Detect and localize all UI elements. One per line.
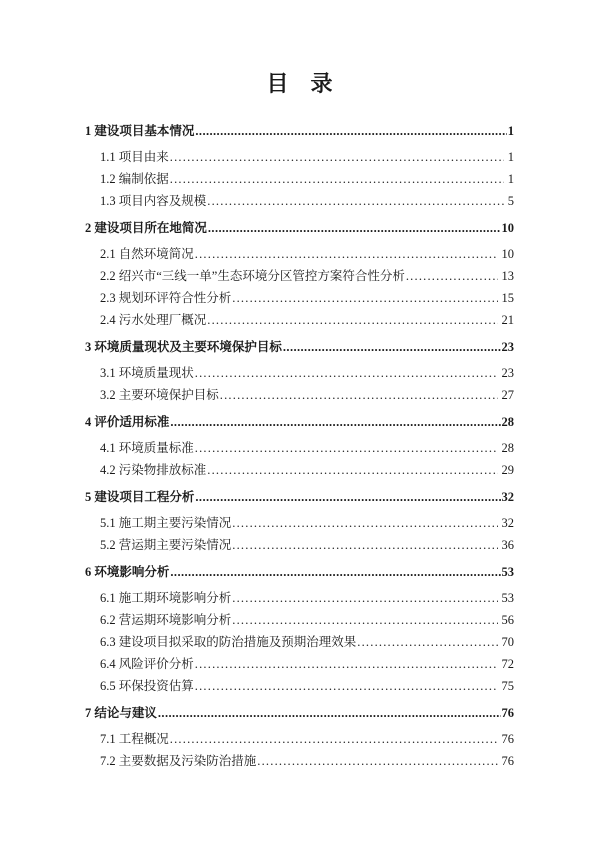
item-label: 7.1 工程概况 <box>100 732 169 746</box>
toc-item-entry <box>85 190 514 212</box>
dot-leader <box>195 243 498 265</box>
toc-list <box>85 120 514 772</box>
toc-chapter-entry <box>85 120 514 142</box>
dot-leader <box>158 702 501 724</box>
toc-item-entry <box>85 384 514 406</box>
dot-leader <box>195 653 498 675</box>
dot-leader <box>232 512 497 534</box>
item-label: 3.2 主要环境保护目标 <box>100 388 219 402</box>
item-label: 3.1 环境质量现状 <box>100 366 194 380</box>
item-label: 6.2 营运期环境影响分析 <box>100 613 232 627</box>
dot-leader <box>170 168 504 190</box>
dot-leader <box>170 411 500 433</box>
item-page-number: 28 <box>501 441 514 455</box>
toc-item-entry <box>85 309 514 331</box>
item-page-number: 29 <box>501 463 514 477</box>
item-page-number: 56 <box>501 613 514 627</box>
item-label: 2.1 自然环境简况 <box>100 247 194 261</box>
dot-leader <box>406 265 498 287</box>
toc-item-entry <box>85 609 514 631</box>
toc-item-entry <box>85 534 514 556</box>
toc-item-entry <box>85 146 514 168</box>
dot-leader <box>170 728 498 750</box>
item-page-number: 1 <box>507 172 514 186</box>
item-label: 7.2 主要数据及污染防治措施 <box>100 754 257 768</box>
page-title: 目 录 <box>266 71 333 96</box>
item-label: 2.2 绍兴市“三线一单”生态环境分区管控方案符合性分析 <box>100 269 405 283</box>
toc-item-entry <box>85 631 514 653</box>
toc-chapter-entry <box>85 217 514 239</box>
toc-item-entry <box>85 459 514 481</box>
dot-leader <box>232 587 497 609</box>
item-page-number: 15 <box>501 291 514 305</box>
item-page-number: 13 <box>501 269 514 283</box>
item-label: 1.2 编制依据 <box>100 172 169 186</box>
toc-item-entry <box>85 265 514 287</box>
toc-item-entry <box>85 512 514 534</box>
item-label: 5.2 营运期主要污染情况 <box>100 538 232 552</box>
item-page-number: 27 <box>501 388 514 402</box>
item-label: 2.3 规划环评符合性分析 <box>100 291 232 305</box>
toc-item-entry <box>85 750 514 772</box>
dot-leader <box>232 534 497 556</box>
toc-chapter-entry <box>85 336 514 358</box>
item-label: 2.4 污水处理厂概况 <box>100 313 207 327</box>
item-label: 5.1 施工期主要污染情况 <box>100 516 232 530</box>
toc-chapter-entry <box>85 561 514 583</box>
item-label: 6.1 施工期环境影响分析 <box>100 591 232 605</box>
item-label: 1.1 项目由来 <box>100 150 169 164</box>
dot-leader <box>207 459 497 481</box>
dot-leader <box>207 309 497 331</box>
chapter-label: 2 建设项目所在地简况 <box>85 221 207 235</box>
toc-item-entry <box>85 587 514 609</box>
item-page-number: 53 <box>501 591 514 605</box>
dot-leader <box>195 486 500 508</box>
toc-chapter-entry <box>85 411 514 433</box>
item-page-number: 36 <box>501 538 514 552</box>
dot-leader <box>195 437 498 459</box>
item-page-number: 21 <box>501 313 514 327</box>
chapter-label: 3 环境质量现状及主要环境保护目标 <box>85 340 282 354</box>
item-page-number: 10 <box>501 247 514 261</box>
chapter-page-number: 1 <box>507 124 514 138</box>
chapter-label: 6 环境影响分析 <box>85 565 170 579</box>
item-label: 6.5 环保投资估算 <box>100 679 194 693</box>
dot-leader <box>195 362 498 384</box>
toc-item-entry <box>85 243 514 265</box>
toc-item-entry <box>85 168 514 190</box>
dot-leader <box>283 336 501 358</box>
chapter-page-number: 10 <box>501 221 514 235</box>
toc-item-entry <box>85 675 514 697</box>
item-page-number: 32 <box>501 516 514 530</box>
dot-leader <box>220 384 498 406</box>
chapter-page-number: 23 <box>501 340 514 354</box>
dot-leader <box>357 631 497 653</box>
chapter-label: 1 建设项目基本情况 <box>85 124 195 138</box>
item-page-number: 23 <box>501 366 514 380</box>
item-page-number: 5 <box>507 194 514 208</box>
chapter-page-number: 76 <box>501 706 514 720</box>
toc-item-entry <box>85 653 514 675</box>
chapter-label: 4 评价适用标准 <box>85 415 170 429</box>
item-page-number: 76 <box>501 732 514 746</box>
chapter-page-number: 28 <box>501 415 514 429</box>
dot-leader <box>195 675 498 697</box>
chapter-label: 7 结论与建议 <box>85 706 157 720</box>
item-page-number: 1 <box>507 150 514 164</box>
item-label: 6.3 建设项目拟采取的防治措施及预期治理效果 <box>100 635 357 649</box>
dot-leader <box>232 287 497 309</box>
toc-item-entry <box>85 287 514 309</box>
toc-item-entry <box>85 362 514 384</box>
item-page-number: 76 <box>501 754 514 768</box>
item-page-number: 70 <box>501 635 514 649</box>
dot-leader <box>170 146 504 168</box>
item-label: 4.1 环境质量标准 <box>100 441 194 455</box>
item-label: 6.4 风险评价分析 <box>100 657 194 671</box>
toc-item-entry <box>85 437 514 459</box>
dot-leader <box>208 217 501 239</box>
item-label: 4.2 污染物排放标准 <box>100 463 207 477</box>
toc-item-entry <box>85 728 514 750</box>
dot-leader <box>207 190 503 212</box>
dot-leader <box>170 561 500 583</box>
chapter-page-number: 53 <box>501 565 514 579</box>
dot-leader <box>232 609 497 631</box>
toc-chapter-entry <box>85 486 514 508</box>
item-page-number: 72 <box>501 657 514 671</box>
chapter-page-number: 32 <box>501 490 514 504</box>
dot-leader <box>257 750 497 772</box>
item-label: 1.3 项目内容及规模 <box>100 194 207 208</box>
chapter-label: 5 建设项目工程分析 <box>85 490 195 504</box>
toc-chapter-entry <box>85 702 514 724</box>
dot-leader <box>195 120 506 142</box>
item-page-number: 75 <box>501 679 514 693</box>
